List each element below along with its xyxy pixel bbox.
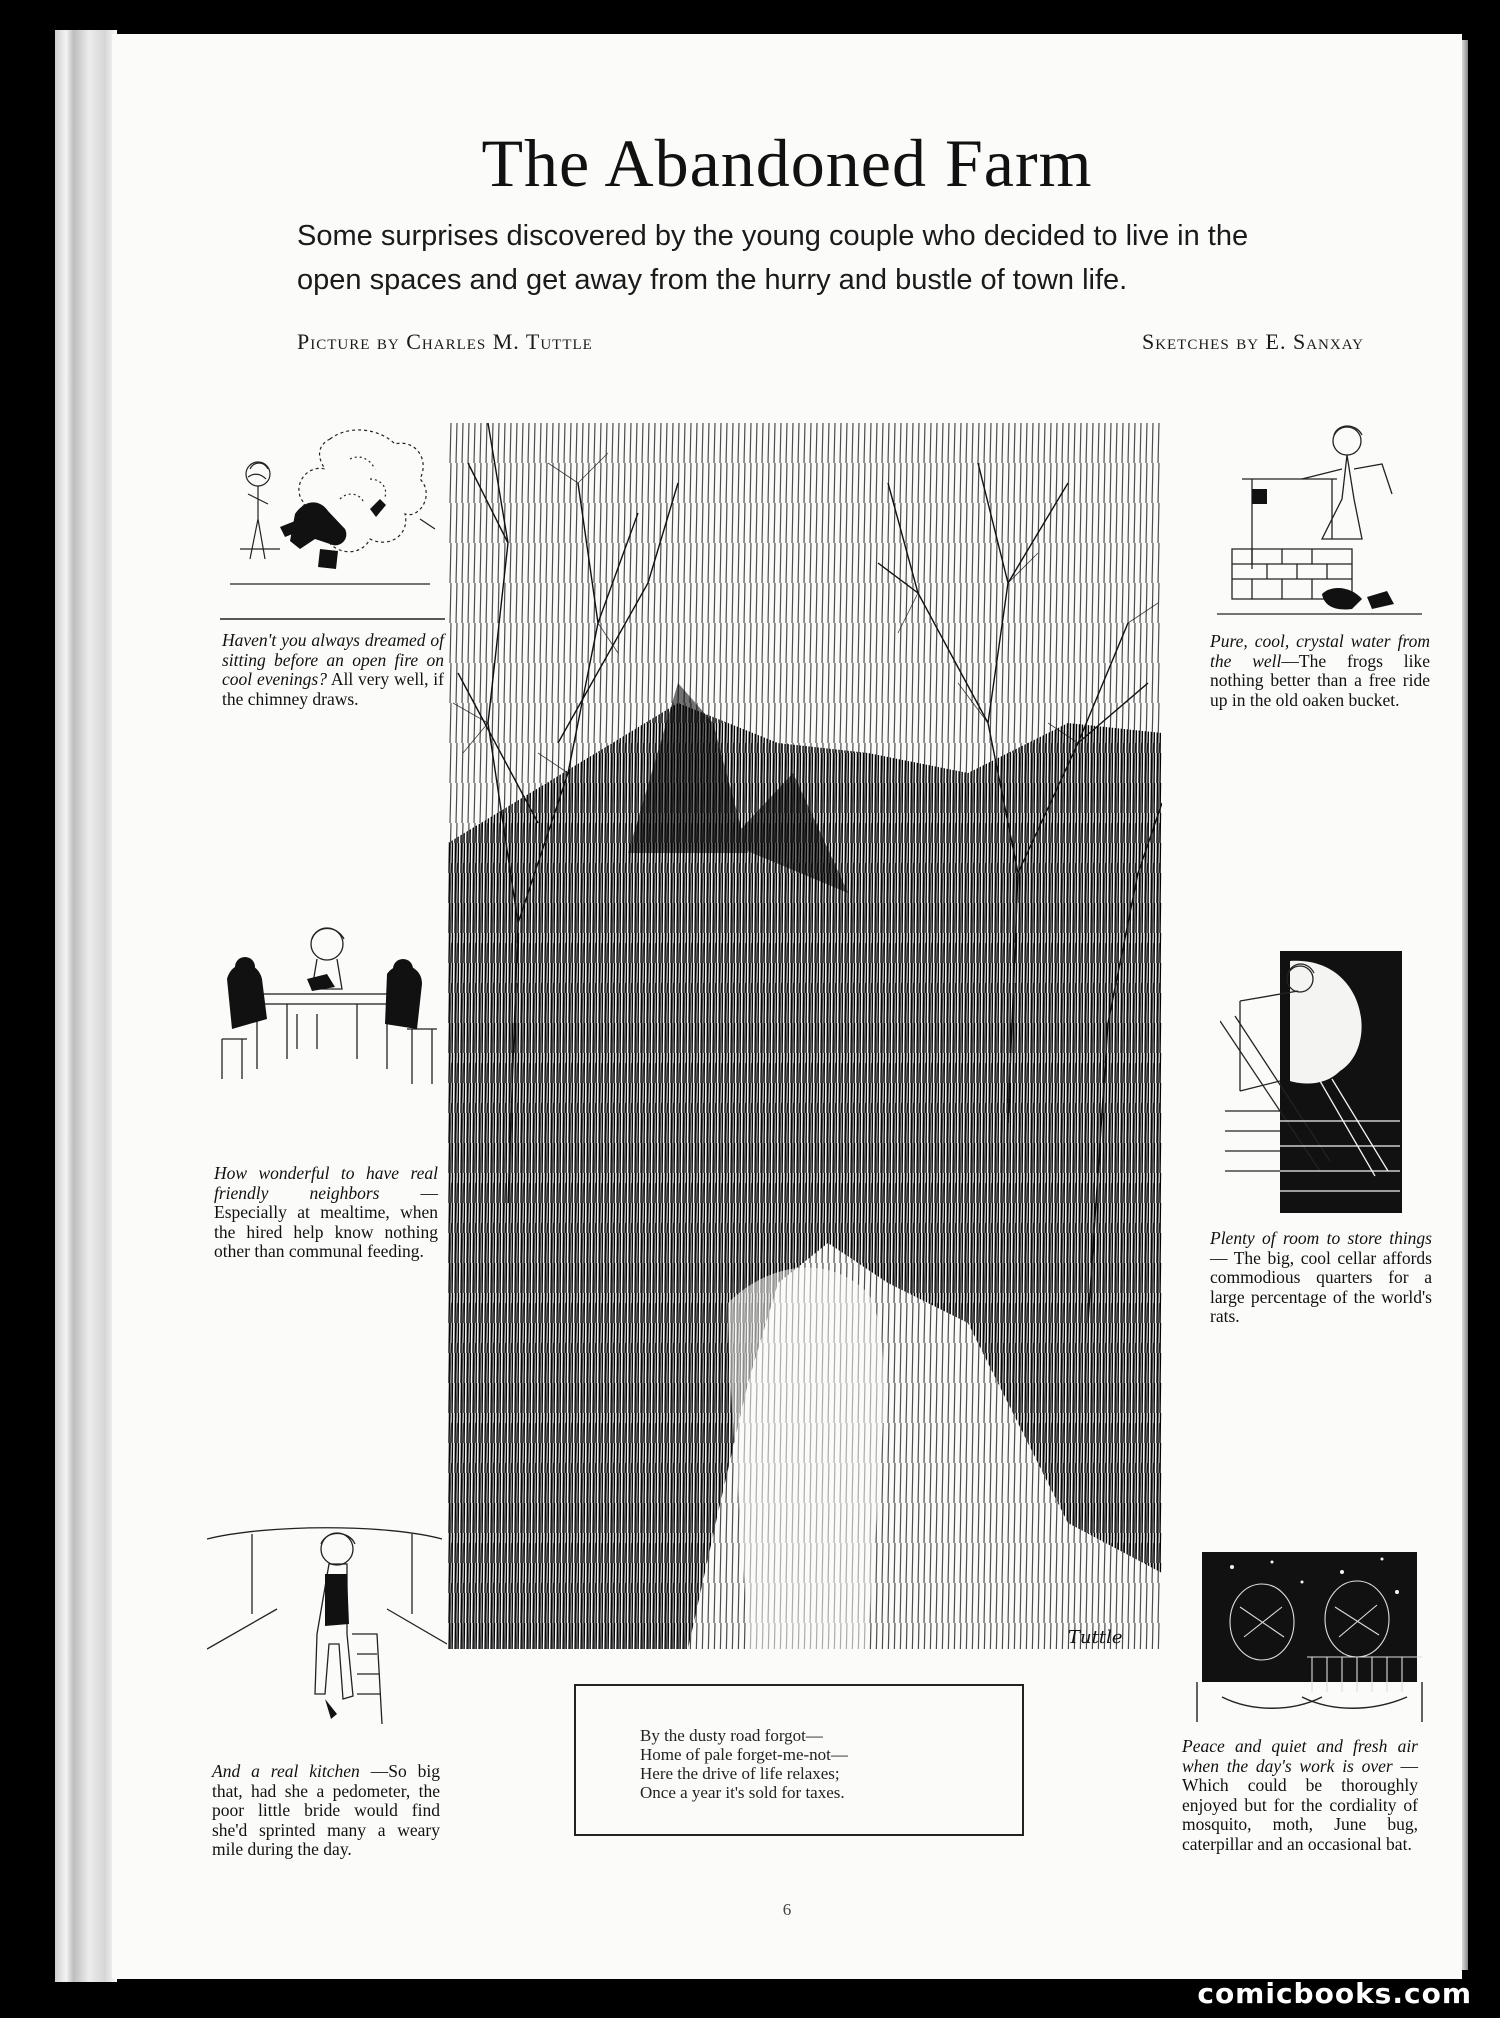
poem-line: Home of pale forget-me-not—	[640, 1745, 848, 1764]
poem-line: By the dusty road forgot—	[640, 1726, 823, 1745]
cellar-sketch	[1220, 951, 1402, 1213]
abandoned-farm-illustration	[448, 423, 1162, 1649]
caption-neighbors: How wonderful to have real friendly neighbors — Especially at mealtime, when the hired help know nothing other than communal feeding.	[214, 1163, 438, 1261]
poem-box	[574, 1684, 1024, 1836]
article-title: The Abandoned Farm	[481, 125, 1093, 201]
caption-porch: Peace and quiet and fresh air when the day's work is over — Which could be thoroughly enjoyed but for the cordiality of mosquito, moth, June bug, caterpillar and an occasional bat.	[1182, 1736, 1418, 1854]
porch-sketch	[1192, 1547, 1427, 1732]
page-number: 6	[782, 1900, 792, 1919]
poem-line: Once a year it's sold for taxes.	[640, 1783, 845, 1802]
article-subtitle: Some surprises discovered by the young couple who decided to live in the open spaces and get away from the hurry and bustle of town life.	[297, 220, 1249, 296]
caption-cellar: Plenty of room to store things — The big, cool cellar affords commodious quarters for a large percentage of the world's rats.	[1210, 1228, 1432, 1326]
fireplace-smoke-sketch	[220, 419, 445, 634]
kitchen-sketch	[207, 1514, 447, 1754]
poem	[640, 1726, 848, 1802]
caption-kitchen: And a real kitchen —So big that, had she a pedometer, the poor little bride would find she'd sprinted many a weary mile during the day.	[212, 1761, 440, 1859]
site-watermark: comicbooks.com	[1197, 1977, 1472, 2010]
magazine-page	[112, 34, 1462, 1979]
caption-fireplace: Haven't you always dreamed of sitting before an open fire on cool evenings? All very well, if the chimney draws.	[222, 630, 445, 709]
book-spine	[55, 30, 117, 1982]
sketches-credit: Sketches by E. Sanxay	[1141, 329, 1364, 354]
picture-credit: Picture by Charles M. Tuttle	[297, 329, 593, 354]
poem-line: Here the drive of life relaxes;	[640, 1764, 840, 1783]
artist-signature: Tuttle	[1068, 1627, 1123, 1648]
well-sketch	[1212, 419, 1438, 644]
dining-table-sketch	[217, 919, 447, 1149]
caption-well: Pure, cool, crystal water from the well—The frogs like nothing better than a free ride up in the old oaken bucket.	[1210, 631, 1430, 710]
